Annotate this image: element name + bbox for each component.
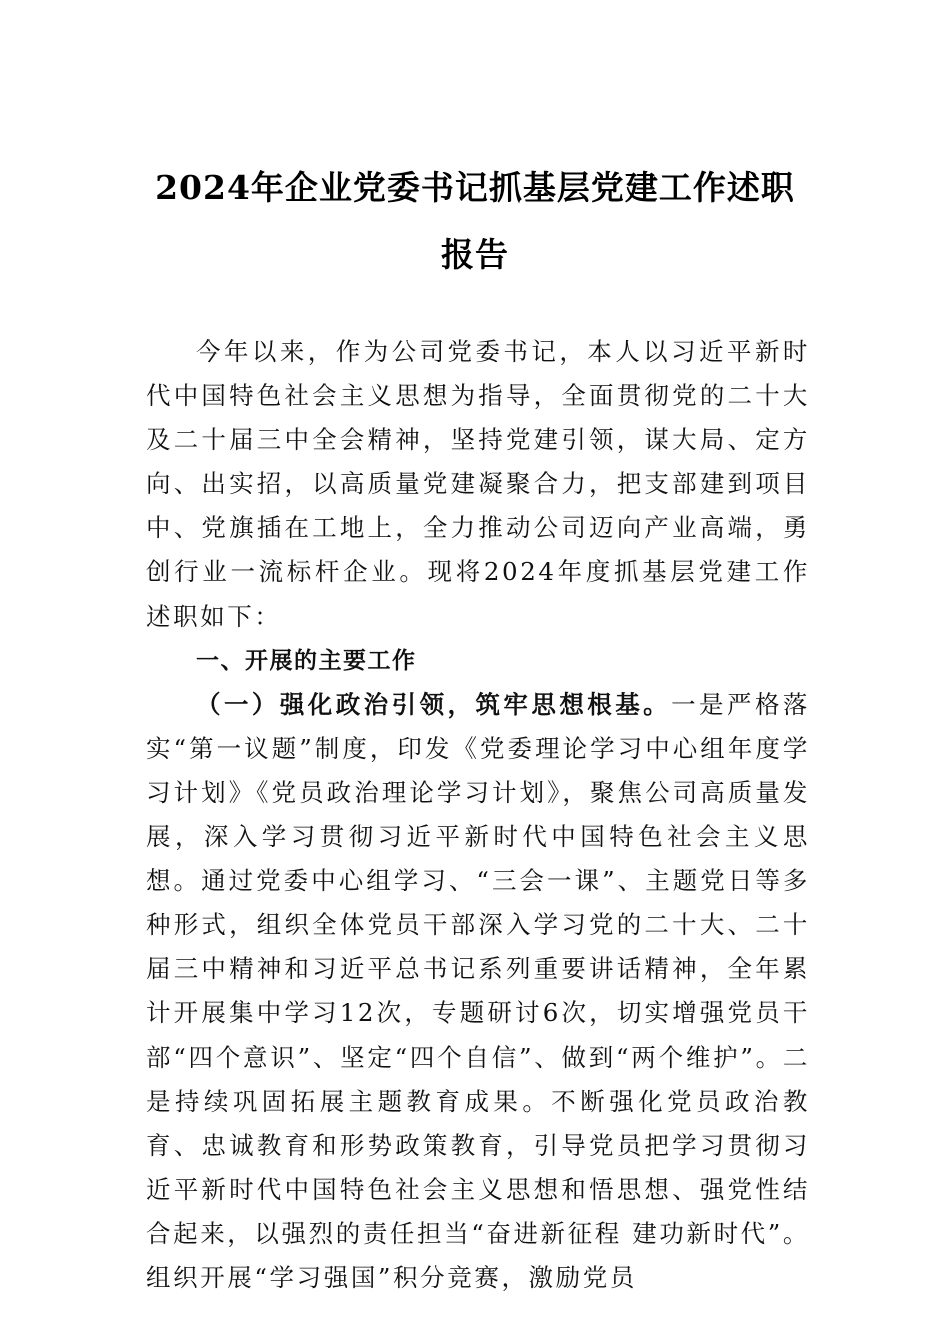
document-title-line-2: 报告 [441, 235, 509, 274]
subsection-paragraph [146, 683, 810, 1300]
subsection-heading: （一）强化政治引领，筑牢思想根基。 [196, 689, 672, 719]
section-heading: 一、开展的主要工作 [196, 647, 417, 674]
document-title-line-1: 2024年企业党委书记抓基层党建工作述职 [155, 168, 795, 207]
intro-paragraph: 今年以来，作为公司党委书记，本人以习近平新时代中国特色社会主义思想为指导，全面贯彻党的二十大及二十届三中全会精神，坚持党建引领，谋大局、定方向、出实招，以高质量党建凝聚合力，把支部建到项目中、党旗插在工地上，全力推动公司迈向产业高端，勇创行业一流标杆企业。现将2024年度抓基层党建工作述职如下： [146, 337, 810, 631]
subsection-body: 一是严格落实“第一议题”制度，印发《党委理论学习中心组年度学习计划》《党员政治理论学习计划》，聚焦公司高质量发展，深入学习贯彻习近平新时代中国特色社会主义思想。通过党委中心组学习、“三会一课”、主题党日等多种形式，组织全体党员干部深入学习党的二十大、二十届三中精神和习近平总书记系列重要讲话精神，全年累计开展集中学习12次，专题研讨6次，切实增强党员干部“四个意识”、坚定“四个自信”、做到“两个维护”。二是持续巩固拓展主题教育成果。不断强化党员政治教育、忠诚教育和形势政策教育，引导党员把学习贯彻习近平新时代中国特色社会主义思想和悟思想、强党性结合起来，以强烈的责任担当“奋进新征程 建功新时代”。组织开展“学习强国”积分竞赛，激励党员 [146, 689, 810, 1292]
document-body [146, 330, 810, 1300]
